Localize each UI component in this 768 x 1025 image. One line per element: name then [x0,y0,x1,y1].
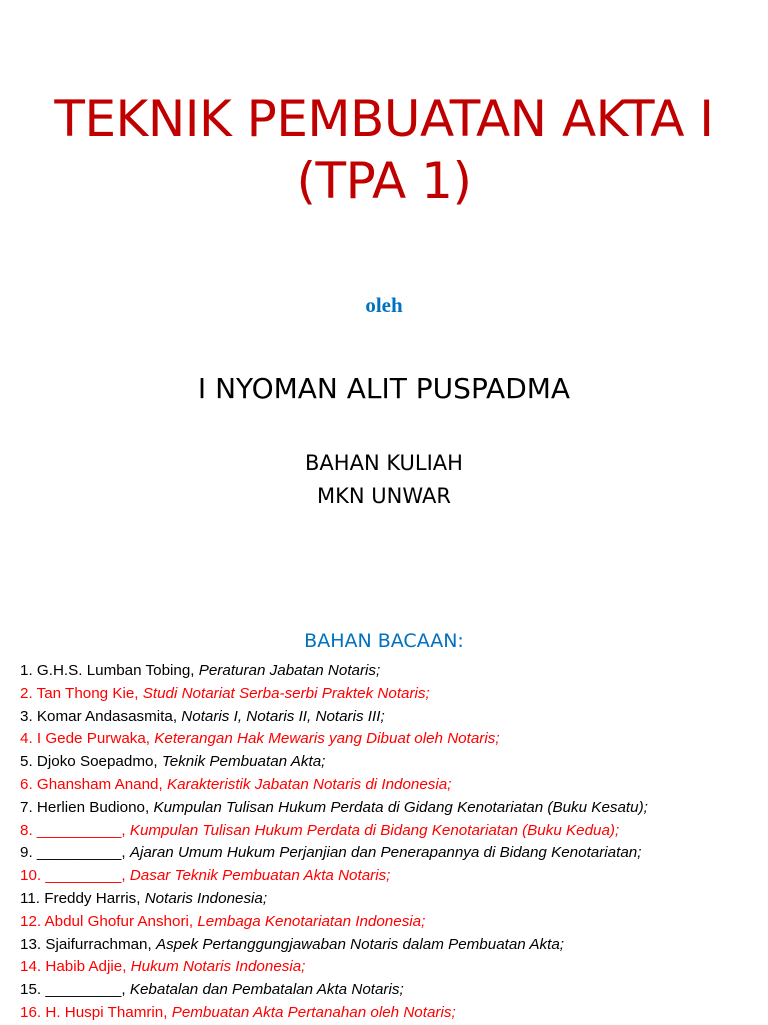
author-name: I NYOMAN ALIT PUSPADMA [197,372,571,405]
reading-item-16 [20,1002,768,1025]
reading-author: _________, [45,867,126,885]
reading-number: 16. [20,1003,42,1021]
reading-author: G.H.S. Lumban Tobing, [36,662,195,679]
reading-author: Herlien Budiono, [36,798,150,816]
reading-item-13 [20,934,768,957]
course-line-1: BAHAN KULIAH [305,451,463,475]
reading-item-12 [20,911,768,934]
reading-item-9 [20,842,768,865]
reading-item-5 [20,751,768,774]
reading-author: H. Huspi Thamrin, [45,1003,168,1021]
reading-item-8 [20,820,768,843]
by-label: oleh [365,293,403,317]
reading-author: Abdul Ghofur Anshori, [44,912,194,930]
reading-number: 8. [20,821,33,839]
reading-book-title: Peraturan Jabatan Notaris; [198,662,381,679]
reading-number: 5. [20,753,33,771]
slide-title [0,88,768,212]
reading-author: Habib Adjie, [45,958,127,976]
slide-title-line-2: (TPA 1) [296,152,472,210]
reading-number: 6. [20,775,33,793]
reading-item-4 [20,728,768,751]
reading-number: 13. [20,935,42,953]
reading-number: 12. [20,912,42,930]
reading-item-10 [20,865,768,888]
reading-item-11 [20,888,768,911]
reading-author: Djoko Soepadmo, [36,753,158,771]
course-line-2: MKN UNWAR [317,484,451,508]
course-info [0,447,768,513]
reading-book-title: Kumpulan Tulisan Hukum Perdata di Bidang Kenotariatan (Buku Kedua); [129,821,620,839]
reading-book-title: Aspek Pertanggungjawaban Notaris dalam Pembuatan Akta; [155,935,565,953]
reading-book-title: Pembuatan Akta Pertanahan oleh Notaris; [171,1003,456,1021]
reading-list [20,660,768,1025]
reading-book-title: Notaris Indonesia; [144,889,268,907]
slide-title-line-1: TEKNIK PEMBUATAN AKTA I [54,90,714,148]
reading-book-title: Keterangan Hak Mewaris yang Dibuat oleh Notaris; [154,730,500,748]
reading-item-15 [20,979,768,1002]
reading-number: 14. [20,958,42,976]
reading-number: 15. [20,981,42,999]
reading-book-title: Dasar Teknik Pembuatan Akta Notaris; [129,867,391,885]
reading-list-heading: BAHAN BACAAN: [304,630,464,652]
reading-number: 10. [20,867,42,885]
reading-author: I Gede Purwaka, [36,730,151,748]
reading-number: 4. [20,730,33,748]
reading-number: 2. [20,684,33,702]
reading-author: Tan Thong Kie, [36,684,139,702]
reading-author: __________, [36,844,126,862]
reading-number: 9. [20,844,33,862]
reading-author: Freddy Harris, [44,889,141,907]
reading-book-title: Kumpulan Tulisan Hukum Perdata di Gidang Kenotariatan (Buku Kesatu); [153,798,648,816]
reading-author: __________, [36,821,126,839]
reading-number: 11. [20,889,40,907]
reading-item-6 [20,774,768,797]
reading-author: Sjaifurrachman, [45,935,152,953]
reading-book-title: Hukum Notaris Indonesia; [130,958,306,976]
reading-book-title: Kebatalan dan Pembatalan Akta Notaris; [129,981,404,999]
reading-book-title: Ajaran Umum Hukum Perjanjian dan Penerapannya di Bidang Kenotariatan; [129,844,642,862]
reading-author: Komar Andasasmita, [36,707,178,725]
reading-item-3 [20,706,768,729]
reading-item-7 [20,797,768,820]
reading-book-title: Lembaga Kenotariatan Indonesia; [197,912,426,930]
reading-book-title: Studi Notariat Serba-serbi Praktek Notaris; [142,684,430,702]
reading-book-title: Notaris I, Notaris II, Notaris III; [181,707,385,725]
reading-item-14 [20,956,768,979]
reading-book-title: Karakteristik Jabatan Notaris di Indonesia; [166,775,452,793]
reading-author: _________, [45,981,126,999]
reading-number: 7. [20,798,33,816]
reading-number: 3. [20,707,33,725]
reading-item-2 [20,683,768,706]
reading-item-1 [20,660,768,683]
reading-book-title: Teknik Pembuatan Akta; [161,753,326,771]
reading-number: 1. [20,662,33,679]
reading-author: Ghansham Anand, [36,775,163,793]
